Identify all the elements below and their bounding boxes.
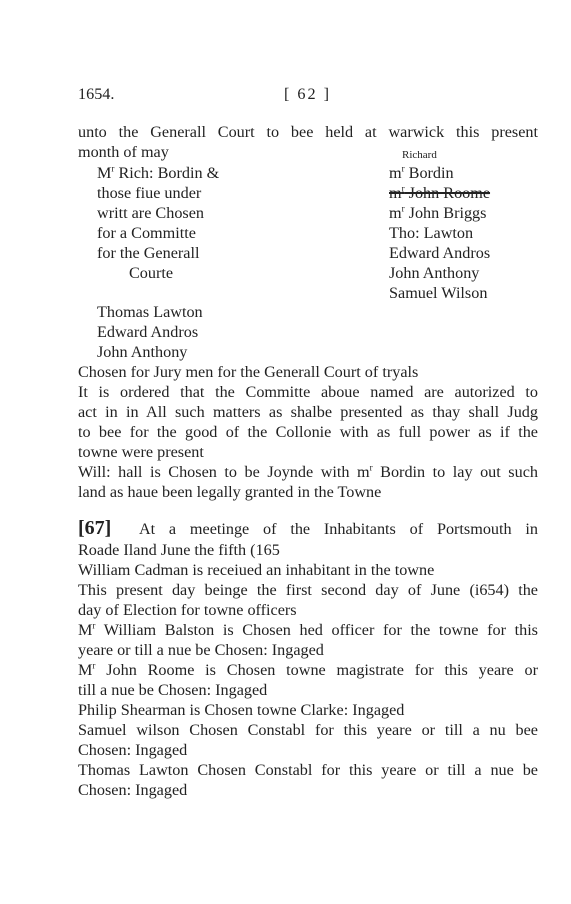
interlined-richard: Richard: [402, 149, 437, 161]
lawton-line-1: Thomas Lawton Chosen Constabl for this yeare or till a nue be: [78, 761, 538, 779]
committee-right-struck-roome: $m^r$ John Roome: [389, 183, 491, 202]
roome-line-2: till a nue be Chosen: Ingaged: [78, 681, 268, 699]
committee-right-name-4: Samuel Wilson: [389, 284, 488, 302]
committee-left-line-5: for the Generall: [97, 244, 200, 262]
intro-line-2: month of may: [78, 143, 169, 161]
committee-left-line-4: for a Committe: [97, 224, 196, 242]
intro-line-1: unto the Generall Court to bee held at warwick this present: [78, 123, 538, 141]
committee-right-name-3: John Anthony: [389, 264, 480, 282]
page-year: 1654.: [78, 85, 115, 103]
balston-line-2: yeare or till a nue be Chosen: Ingaged: [78, 641, 324, 659]
committee-right-bordin: $m^r$ Bordin: [389, 163, 454, 182]
will-hall-line-1: Will: hall is Chosen to be Joynde with $m^r$ Bordin to lay out such: [78, 462, 538, 481]
section-67-line-1: [67] At a meetinge of the Inhabitants of Portsmouth in: [78, 517, 538, 539]
committee-right-name-2: Edward Andros: [389, 244, 491, 262]
wilson-line-2: Chosen: Ingaged: [78, 741, 188, 759]
election-line-2: day of Election for towne officers: [78, 601, 297, 619]
section-67-line-2: Roade Iland June the fifth (165: [78, 541, 280, 559]
jury-name-1: Thomas Lawton: [97, 303, 203, 321]
cadman-line: William Cadman is receiued an inhabitant in the towne: [78, 561, 435, 579]
body-line-1: Chosen for Jury men for the Generall Court of tryals: [78, 363, 419, 381]
committee-left-line-2: those fiue under: [97, 184, 202, 202]
body-line-3: act in in All such matters as shalbe presented as thay shall Judg: [78, 403, 538, 421]
body-line-2: It is ordered that the Committe aboue named are autorized to: [78, 383, 538, 401]
committee-left-line-1: $M^r$ Rich: Bordin &: [97, 163, 220, 182]
committee-right-briggs: $m^r$ John Briggs: [389, 203, 487, 222]
wilson-line-1: Samuel wilson Chosen Constabl for this yeare or till a nu bee: [78, 721, 538, 739]
jury-name-3: John Anthony: [97, 343, 188, 361]
lawton-line-2: Chosen: Ingaged: [78, 781, 188, 799]
committee-right-name-1: Tho: Lawton: [389, 224, 474, 242]
shearman-line: Philip Shearman is Chosen towne Clarke: Ingaged: [78, 701, 405, 719]
will-hall-line-2: land as haue been legally granted in the Towne: [78, 483, 382, 501]
balston-line-1: $M^r$ William Balston is Chosen hed officer for the towne for this: [78, 620, 538, 639]
roome-line-1: $M^r$ John Roome is Chosen towne magistrate for this yeare or: [78, 660, 538, 679]
committee-left-line-3: writt are Chosen: [97, 204, 204, 222]
section-marker: [67]: [78, 517, 112, 539]
body-line-5: towne were present: [78, 443, 204, 461]
page-number: [ 62 ]: [284, 85, 332, 103]
election-line-1: This present day beinge the first second day of June (i654) the: [78, 581, 538, 599]
committee-left-line-6: Courte: [129, 264, 174, 282]
jury-name-2: Edward Andros: [97, 323, 199, 341]
body-line-4: to bee for the good of the Collonie with as full power as if the: [78, 423, 538, 441]
